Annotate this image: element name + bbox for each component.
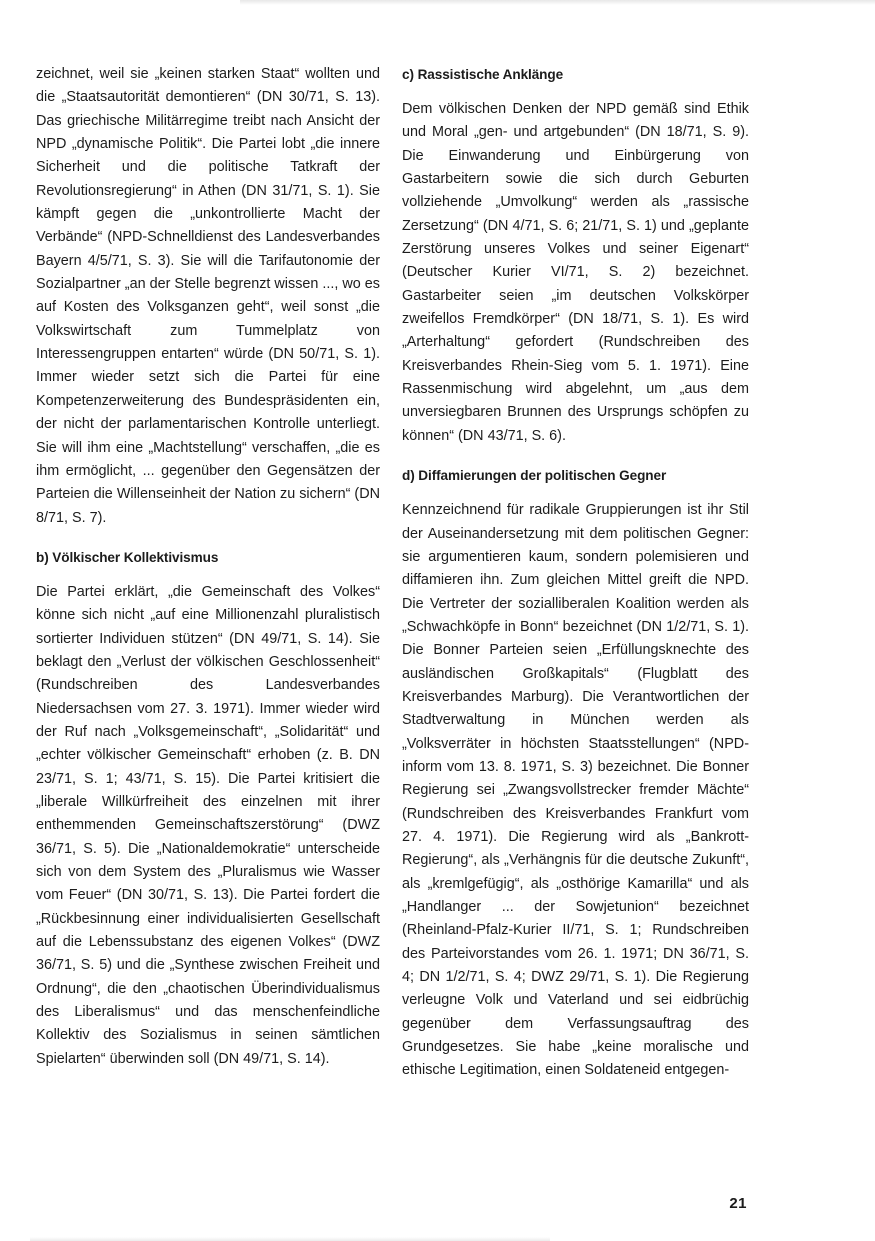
left-column xyxy=(36,63,380,1071)
page-number: 21 xyxy=(729,1195,747,1212)
scan-edge-top xyxy=(240,0,875,5)
paragraph-diffamierungen: Kennzeichnend für radikale Gruppierungen ist ihr Stil der Auseinandersetzung mit dem politischen Gegner: sie argumentieren kaum, sondern polemisieren und diffamieren ihn. Zum gleichen Mittel greift die NPD. Die Vertreter der sozialliberalen Koalition werden als „Schwachköpfe in Bonn“ bezeichnet (DN 1/2/71, S. 1). Die Bonner Parteien seien „Erfüllungsknechte des ausländischen Großkapitals“ (Flugblatt des Kreisverbandes Marburg). Die Verantwortlichen der Stadtverwaltung in München werden als „Volksverräter in höchsten Staatsstellungen“ (NPD-inform vom 13. 8. 1971, S. 3) bezeichnet. Die Bonner Regierung sei „Zwangsvollstrecker fremder Mächte“ (Rundschreiben des Kreisverbandes Frankfurt vom 27. 4. 1971). Die Regierung wird als „Bankrott-Regierung“, als „Verhängnis für die deutsche Zukunft“, als „kremlgefügig“, als „osthörige Kamarilla“ und als „Handlanger ... der Sowjetunion“ bezeichnet (Rheinland-Pfalz-Kurier II/71, S. 1; Rundschreiben des Parteivorstandes vom 26. 1. 1971; DN 36/71, S. 4; DN 1/2/71, S. 4; DWZ 29/71, S. 1). Die Regierung verleugne Volk und Vaterland und sei eidbrüchig gegenüber dem Verfassungsauftrag des Grundgesetzes. Sie habe „keine moralische und ethische Legitimation, einen Soldateneid entgegen- xyxy=(402,502,749,1079)
paragraph-rassistische-anklaenge: Dem völkischen Denken der NPD gemäß sind Ethik und Moral „gen- und artgebunden“ (DN 18/71, S. 9). Die Einwanderung und Einbürgerung von Gastarbeitern sowie die sich durch Geburten vollziehende „Umvolkung“ werden als „rassische Zersetzung“ (DN 4/71, S. 6; 21/71, S. 1) und „geplante Zerstörung unseres Volkes und seiner Eigenart“ (Deutscher Kurier VI/71, S. 2) bezeichnet. Gastarbeiter seien „im deutschen Volkskörper zweifellos Fremdkörper“ (DN 18/71, S. 1). Es wird „Arterhaltung“ gefordert (Rundschreiben des Kreisverbandes Rhein-Sieg vom 5. 1. 1971). Eine Rassenmischung wird abgelehnt, um „aus dem unversiegbaren Brunnen des Ursprungs schöpfen zu können“ (DN 43/71, S. 6). xyxy=(402,101,749,444)
section-heading-d: d) Diffamierungen der politischen Gegner xyxy=(402,468,667,484)
section-heading-c: c) Rassistische Anklänge xyxy=(402,67,564,82)
right-column xyxy=(402,63,749,1083)
paragraph-continuation: zeichnet, weil sie „keinen starken Staat“ wollten und die „Staatsautorität demontieren“ (DN 30/71, S. 13). Das griechische Militärregime treibt nach Ansicht der NPD „dynamische Politik“. Die Partei lobt „die innere Sicherheit und die politische Tatkraft der Revolutionsregierung“ in Athen (DN 31/71, S. 1). Sie kämpft gegen die „unkontrollierte Macht der Verbände“ (NPD-Schnelldienst des Landesverbandes Bayern 4/5/71, S. 3). Sie will die Tarifautonomie der Sozialpartner „an der Stelle begrenzt wissen ..., wo es auf Kosten des Volksganzen geht“, weil sonst „die Volkswirtschaft zum Tummelplatz von Interessengruppen entarten“ würde (DN 50/71, S. 1). Immer wieder setzt sich die Partei für eine Kompetenzerweiterung des Bundespräsidenten ein, der nicht der parlamentarischen Kontrolle unterliegt. Sie will ihm eine „Machtstellung“ verschaffen, „die es ihm ermöglicht, ... gegenüber den Gegensätzen der Parteien die Willenseinheit der Nation zu sichern“ (DN 8/71, S. 7). xyxy=(36,66,380,526)
paragraph-voelkischer-kollektivismus: Die Partei erklärt, „die Gemeinschaft des Volkes“ könne sich nicht „auf eine Millionenzahl pluralistisch sortierter Individuen stützen“ (DN 49/71, S. 14). Sie beklagt den „Verlust der völkischen Geschlossenheit“ (Rundschreiben des Landesverbandes Niedersachsen vom 27. 3. 1971). Immer wieder wird der Ruf nach „Volksgemeinschaft“, „Solidarität“ und „echter völkischer Gemeinschaft“ erhoben (z. B. DN 23/71, S. 1; 43/71, S. 15). Die Partei kritisiert die „liberale Willkürfreiheit des einzelnen mit ihrer enthemmenden Gemeinschaftszerstörung“ (DWZ 36/71, S. 5). Die „Nationaldemokratie“ unterscheide sich von dem System des „Pluralismus wie Wasser vom Feuer“ (DN 30/71, S. 13). Die Partei fordert die „Rückbesinnung einer individualisierten Gesellschaft auf die Lebenssubstanz des eigenen Volkes“ (DWZ 36/71, S. 5) und die „Synthese zwischen Freiheit und Ordnung“, die den „chaotischen Überindividualismus des Liberalismus“ und das menschenfeindliche Kollektiv des Sozialismus in seinen sämtlichen Spielarten“ überwinden soll (DN 49/71, S. 14). xyxy=(36,583,380,1067)
section-heading-b: b) Völkischer Kollektivismus xyxy=(36,549,219,565)
scan-edge-bottom xyxy=(30,1237,550,1241)
